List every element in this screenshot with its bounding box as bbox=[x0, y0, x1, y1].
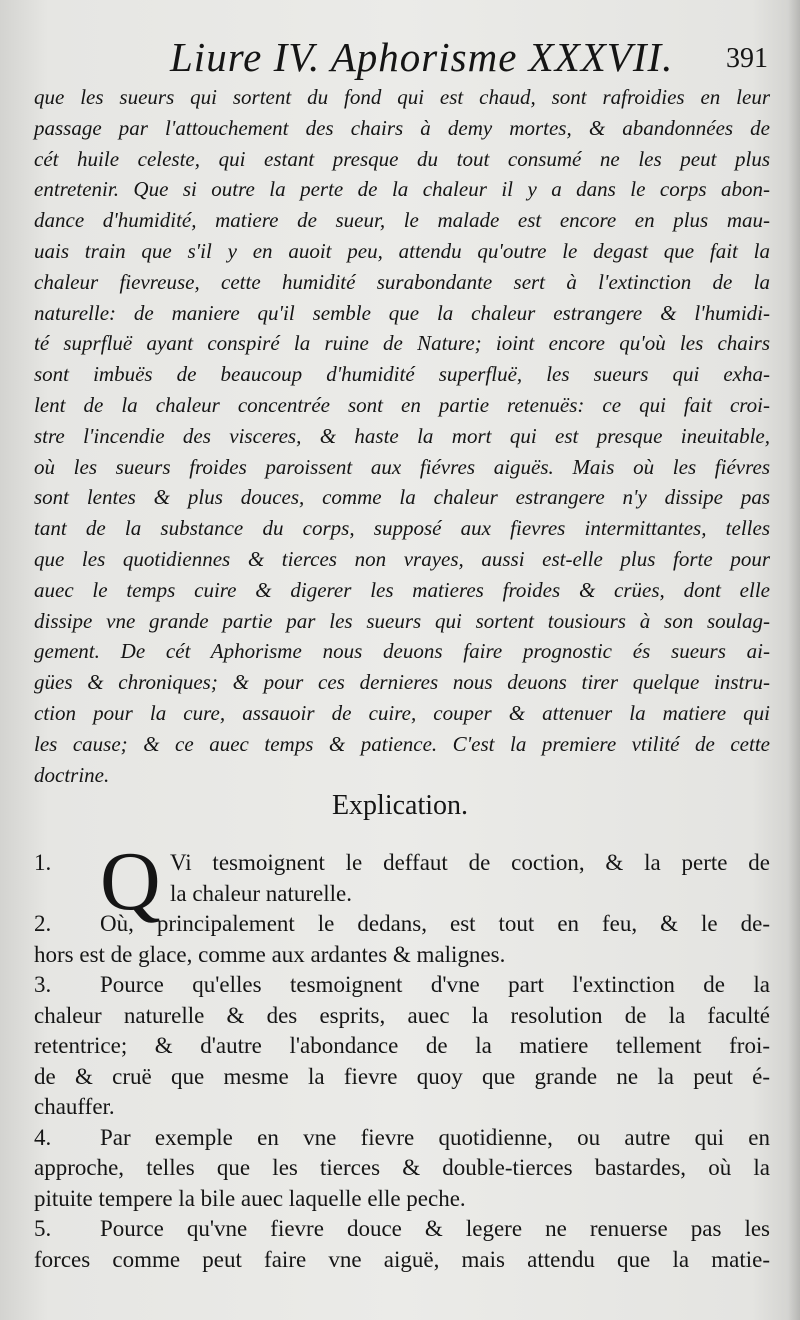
text-line: sont imbuës de beaucoup d'humidité superfluë, les sueurs qui exha- bbox=[34, 362, 770, 387]
note-number: 3. bbox=[34, 972, 52, 997]
note-line: la chaleur naturelle. bbox=[170, 880, 352, 906]
text-line: gües & chroniques; & pour ces dernieres nous deuons tirer quelque instru- bbox=[34, 670, 770, 695]
note-line: chauffer. bbox=[34, 1094, 115, 1119]
text-line: où les sueurs froides paroissent aux fiévres aiguës. Mais où les fiévres bbox=[34, 454, 770, 479]
note-number: 1. bbox=[34, 850, 52, 875]
note-line: Vi tesmoignent le deffaut de coction, & la perte de bbox=[170, 850, 770, 875]
note-3 bbox=[34, 970, 770, 1001]
text-line: chaleur fievreuse, cette humidité surabondante sert à l'extinction de la bbox=[34, 269, 770, 294]
note-line: de & cruë que mesme la fievre quoy que grande ne la peut é- bbox=[34, 1063, 770, 1089]
text-line: dissipe vne grande partie par les sueurs qui sortent tousiours à son soulag- bbox=[34, 608, 770, 633]
note-line: Où, principalement le dedans, est tout en feu, & le de- bbox=[100, 911, 770, 936]
page-edge-shadow bbox=[788, 0, 800, 1320]
text-line: cét huile celeste, qui estant presque du tout consumé ne les peut plus bbox=[34, 146, 770, 171]
text-line: que les quotidiennes & tierces non vrayes, aussi est-elle plus forte pour bbox=[34, 546, 770, 571]
text-line: gement. De cét Aphorisme nous deuons faire prognostic és sueurs ai- bbox=[34, 639, 770, 664]
text-line: passage par l'attouchement des chairs à demy mortes, & abandonnées de bbox=[34, 115, 770, 140]
note-number: 2. bbox=[34, 911, 52, 936]
note-line: Pource qu'vne fievre douce & legere ne renuerse pas les bbox=[100, 1216, 770, 1241]
note-4 bbox=[34, 1123, 770, 1154]
explanation-notes bbox=[34, 835, 770, 1275]
text-line: auec le temps cuire & digerer les matieres froides & crües, dont elle bbox=[34, 577, 770, 602]
text-line: stre l'incendie des visceres, & haste la mort qui est presque ineuitable, bbox=[34, 423, 770, 448]
text-line: entretenir. Que si outre la perte de la chaleur il y a dans le corps abon- bbox=[34, 177, 770, 202]
note-line: forces comme peut faire vne aiguë, mais attendu que la matie- bbox=[34, 1246, 770, 1272]
text-line: lent de la chaleur concentrée sont en partie retenuës: ce qui fait croi- bbox=[34, 392, 770, 417]
aphorism-commentary bbox=[34, 82, 770, 790]
page-header bbox=[0, 30, 800, 84]
note-line: chaleur naturelle & des esprits, auec la resolution de la faculté bbox=[34, 1002, 770, 1028]
note-line: approche, telles que les tierces & double-tierces bastardes, où la bbox=[34, 1155, 770, 1180]
note-number: 4. bbox=[34, 1124, 52, 1150]
running-title: Liure IV. Aphorisme XXXVII. bbox=[170, 34, 674, 80]
text-line: tant de la substance du corps, supposé aux fievres intermittantes, telles bbox=[34, 516, 770, 541]
note-number: 5. bbox=[34, 1216, 52, 1241]
text-line: dance d'humidité, matiere de sueur, le malade est encore en plus mau- bbox=[34, 208, 770, 233]
text-line: uais train que s'il y en auoit peu, attendu qu'outre le degast que fait la bbox=[34, 238, 770, 263]
section-heading: Explication. bbox=[331, 790, 469, 821]
page-number: 391 bbox=[726, 43, 768, 74]
text-line: que les sueurs qui sortent du fond qui est chaud, sont rafroidies en leur bbox=[34, 85, 770, 109]
text-line: naturelle: de maniere qu'il semble que la chaleur estrangere & l'humidi- bbox=[34, 300, 770, 325]
text-line: les cause; & ce auec temps & patience. C'est la premiere vtilité de cette bbox=[34, 731, 770, 756]
note-line: hors est de glace, comme aux ardantes & malignes. bbox=[34, 941, 506, 967]
note-line: pituite tempere la bile auec laquelle elle peche. bbox=[34, 1185, 466, 1211]
text-line: doctrine. bbox=[34, 762, 110, 787]
text-line: té suprfluë ayant conspiré la ruine de Nature; ioint encore qu'où les chairs bbox=[34, 331, 770, 356]
text-line: sont lentes & plus douces, comme la chaleur estrangere n'y dissipe pas bbox=[34, 485, 770, 510]
drop-cap: Q bbox=[100, 835, 161, 928]
note-line: Par exemple en vne fievre quotidienne, ou autre qui en bbox=[100, 1124, 770, 1150]
note-5 bbox=[34, 1214, 770, 1245]
note-line: retentrice; & d'autre l'abondance de la matiere tellement froi- bbox=[34, 1033, 770, 1058]
note-line: Pource qu'elles tesmoignent d'vne part l'extinction de la bbox=[100, 972, 770, 997]
text-line: ction pour la cure, assauoir de cuire, couper & attenuer la matiere qui bbox=[34, 700, 770, 725]
